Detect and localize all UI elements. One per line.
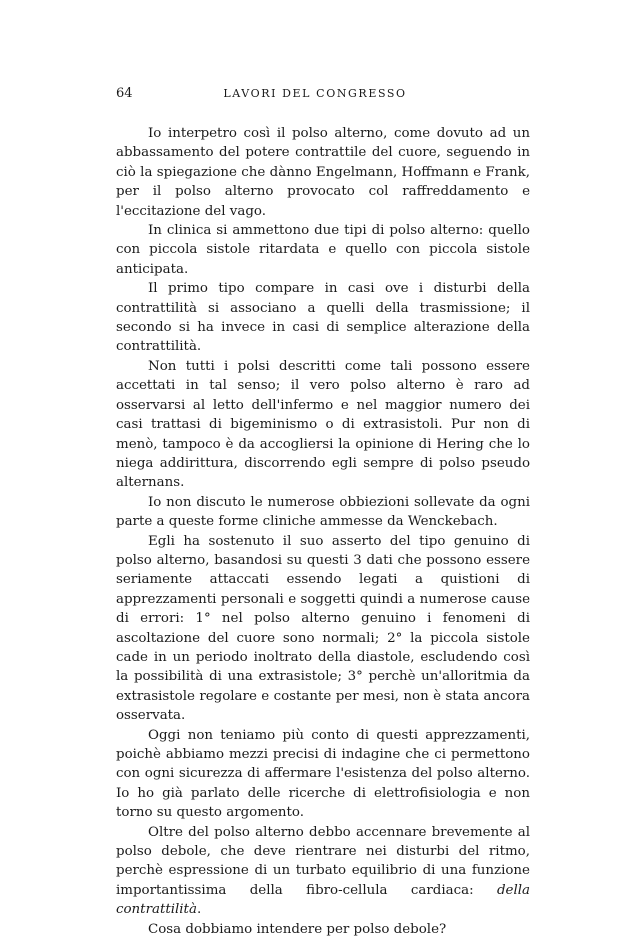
paragraph: Io interpetro così il polso alterno, come dovuto ad un abbassamento del potere contrattile del cuore, seguendo in ciò la spiegazione che dànno Engelmann, Hoffmann e Frank, per il polso alterno provocato col raffreddamento e l'eccitazione del vago.	[116, 126, 530, 219]
paragraph-text-end: .	[196, 902, 202, 918]
running-title: LAVORI DEL CONGRESSO	[223, 87, 407, 100]
paragraph: Io non discuto le numerose obbiezioni sollevate da ogni parte a queste forme cliniche ammesse da Wenckebach.	[116, 494, 530, 530]
italic-phrase: della contrattilità	[116, 882, 530, 918]
paragraph: In clinica si ammettono due tipi di polso alterno: quello con piccola sistole ritardata e quello con piccola sistole anticipata.	[116, 223, 530, 277]
paragraph: Non tutti i polsi descritti come tali possono essere accettati in tal senso; il vero polso alterno è raro ad osservarsi al letto dell'infermo e nel maggior numero dei casi trattasi di bigeminismo o di extrasistoli. Pur non di menò, tampoco è da accogliersi la opinione di Hering che lo niega addirittura, discorrendo egli sempre di polso pseudo alternans.	[116, 358, 530, 491]
paragraph: Egli ha sostenuto il suo asserto del tipo genuino di polso alterno, basandosi su questi 3 dati che possono essere seriamente attaccati essendo legati a quistioni di apprezzamenti personali e soggetti quindi a numerose cause di errori: 1° nel polso alterno genuino i fenomeni di ascoltazione del cuore sono normali; 2° la piccola sistole cade in un periodo inoltrato della diastole, escludendo così la possibilità di una extrasistole; 3° perchè un'alloritmia da extrasistole regolare e costante per mesi, non è stata ancora osservata.	[116, 533, 530, 724]
paragraph: Cosa dobbiamo intendere per polso debole?	[148, 921, 447, 937]
body-text	[116, 124, 530, 939]
paragraph-text: Oltre del polso alterno debbo accennare brevemente al polso debole, che deve rientrare nei disturbi del ritmo, perchè espressione di un turbato equilibrio di una funzione importantissima della fibro-cellula cardiaca:	[116, 824, 530, 898]
paragraph: Oggi non teniamo più conto di questi apprezzamenti, poichè abbiamo mezzi precisi di indagine che ci permettono con ogni sicurezza di affermare l'esistenza del polso alterno. Io ho già parlato delle ricerche di elettrofisiologia e non torno su questo argomento.	[116, 727, 530, 821]
paragraph	[116, 823, 530, 920]
page-header	[116, 86, 514, 106]
page-number: 64	[116, 86, 133, 101]
paragraph: Il primo tipo compare in casi ove i disturbi della contrattilità si associano a quelli della trasmissione; il secondo si ha invece in casi di semplice alterazione della contrattilità.	[116, 281, 530, 355]
